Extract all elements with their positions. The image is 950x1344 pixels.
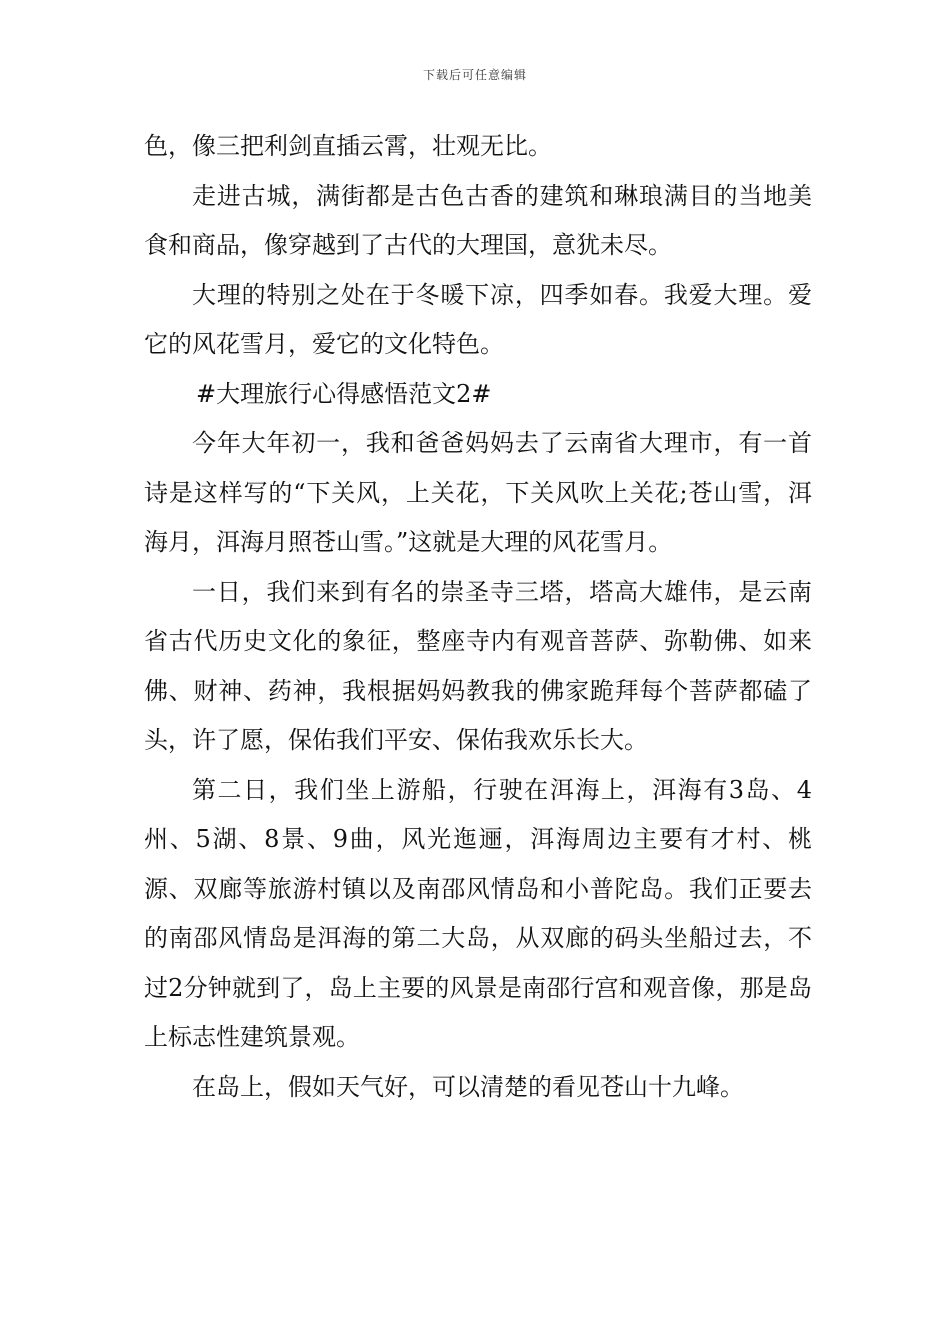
page-header: 下载后可任意编辑 — [422, 68, 527, 82]
document-body — [144, 122, 812, 1112]
paragraph-3: 大理的特别之处在于冬暖下凉，四季如春。我爱大理。爱它的风花雪月，爱它的文化特色。 — [144, 280, 812, 358]
paragraph-7: 在岛上，假如天气好，可以清楚的看见苍山十九峰。 — [192, 1072, 744, 1101]
paragraph-4: 今年大年初一，我和爸爸妈妈去了云南省大理市，有一首诗是这样写的“下关风，上关花，下关风吹上关花;苍山雪，洱海月，洱海月照苍山雪。”这就是大理的风花雪月。 — [144, 429, 812, 556]
paragraph-1: 色，像三把利剑直插云霄，壮观无比。 — [144, 132, 552, 160]
paragraph-5: 一日，我们来到有名的崇圣寺三塔，塔高大雄伟，是云南省古代历史文化的象征，整座寺内有观音菩萨、弥勒佛、如来佛、财神、药神，我根据妈妈教我的佛家跪拜每个菩萨都磕了头，许了愿，保佑我们平安、保佑我欢乐长大。 — [144, 577, 812, 754]
section-heading: #大理旅行心得感悟范文2# — [196, 379, 492, 408]
paragraph-6: 第二日，我们坐上游船，行驶在洱海上，洱海有3岛、4州、5湖、8景、9曲，风光迤逦，洱海周边主要有才村、桃源、双廊等旅游村镇以及南邵风情岛和小普陀岛。我们正要去的南邵风情岛是洱海的第二大岛，从双廊的码头坐船过去，不过2分钟就到了，岛上主要的风景是南邵行宫和观音像，那是岛上标志性建筑景观。 — [144, 775, 812, 1051]
paragraph-2: 走进古城，满街都是古色古香的建筑和琳琅满目的当地美食和商品，像穿越到了古代的大理国，意犹未尽。 — [144, 181, 812, 259]
